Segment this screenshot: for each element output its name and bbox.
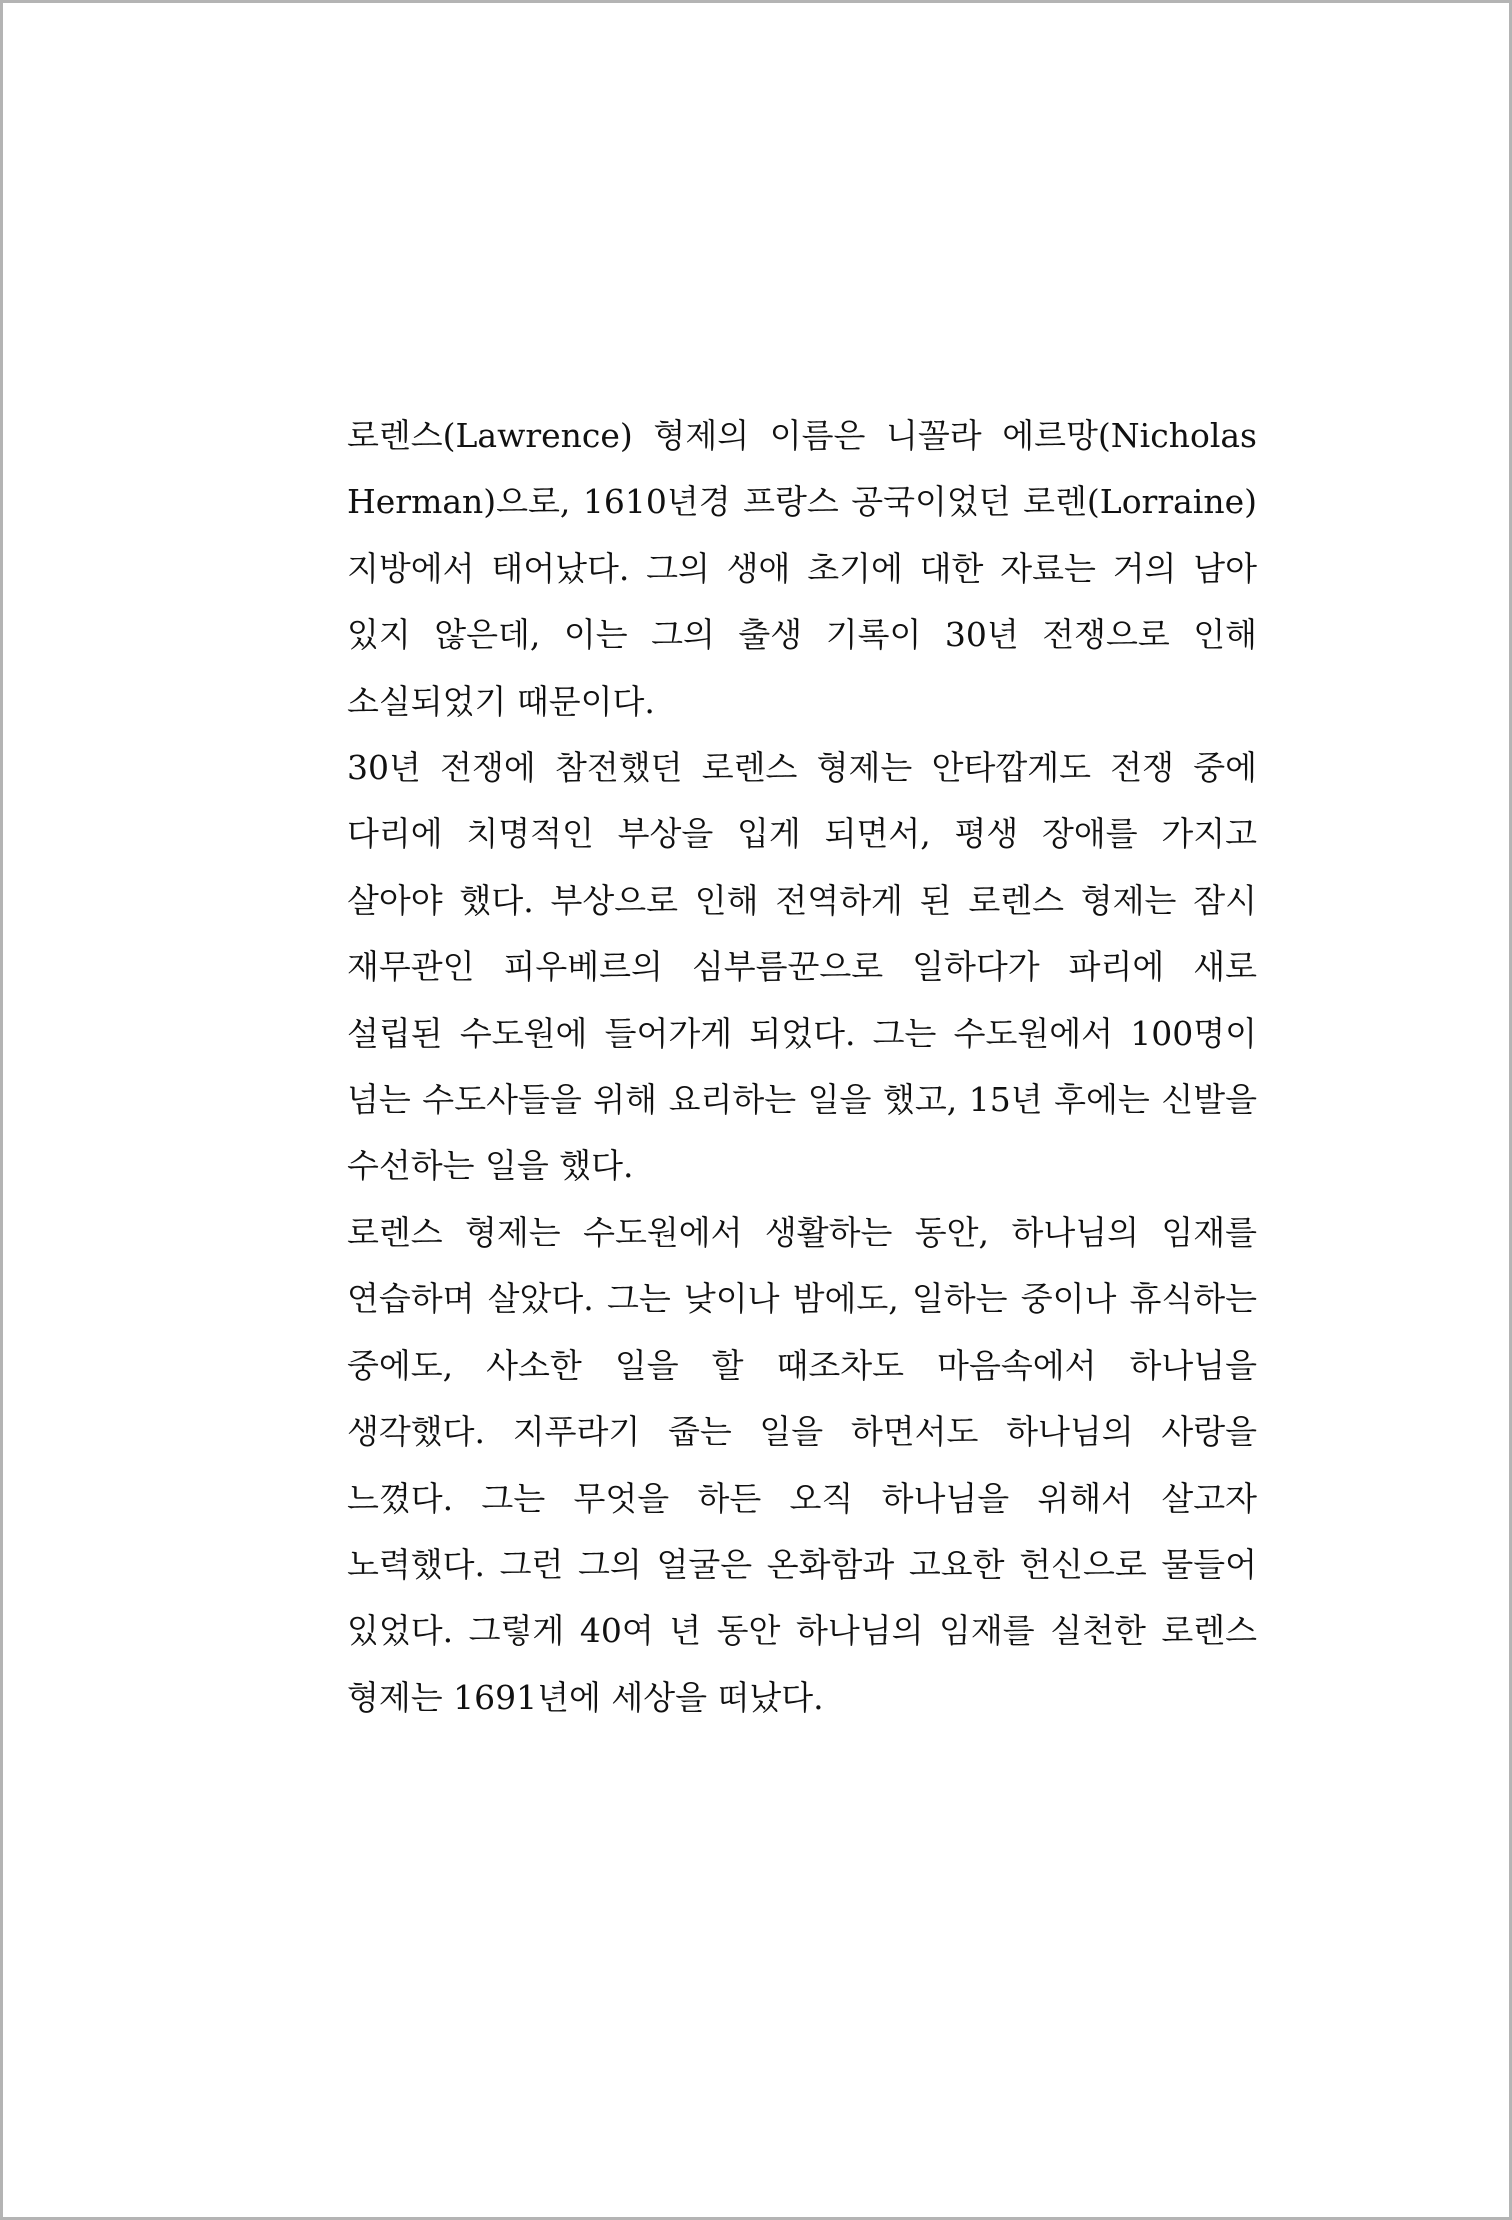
body-text [347, 403, 1257, 1731]
paragraph-3: 로렌스 형제는 수도원에서 생활하는 동안, 하나님의 임재를 연습하며 살았다. 그는 낮이나 밤에도, 일하는 중이나 휴식하는 중에도, 사소한 일을 할 때조차도 마음속에서 하나님을 생각했다. 지푸라기 줍는 일을 하면서도 하나님의 사랑을 느꼈다. 그는 무엇을 하든 오직 하나님을 위해서 살고자 노력했다. 그런 그의 얼굴은 온화함과 고요한 헌신으로 물들어 있었다. 그렇게 40여 년 동안 하나님의 임재를 실천한 로렌스 형제는 1691년에 세상을 떠났다. [347, 1212, 1257, 1717]
paragraph-2: 30년 전쟁에 참전했던 로렌스 형제는 안타깝게도 전쟁 중에 다리에 치명적인 부상을 입게 되면서, 평생 장애를 가지고 살아야 했다. 부상으로 인해 전역하게 된 로렌스 형제는 잠시 재무관인 피우베르의 심부름꾼으로 일하다가 파리에 새로 설립된 수도원에 들어가게 되었다. 그는 수도원에서 100명이 넘는 수도사들을 위해 요리하는 일을 했고, 15년 후에는 신발을 수선하는 일을 했다. [347, 748, 1257, 1186]
paragraph-1: 로렌스(Lawrence) 형제의 이름은 니꼴라 에르망(Nicholas Herman)으로, 1610년경 프랑스 공국이었던 로렌(Lorraine) 지방에서 태어났다. 그의 생애 초기에 대한 자료는 거의 남아 있지 않은데, 이는 그의 출생 기록이 30년 전쟁으로 인해 소실되었기 때문이다. [347, 416, 1257, 721]
